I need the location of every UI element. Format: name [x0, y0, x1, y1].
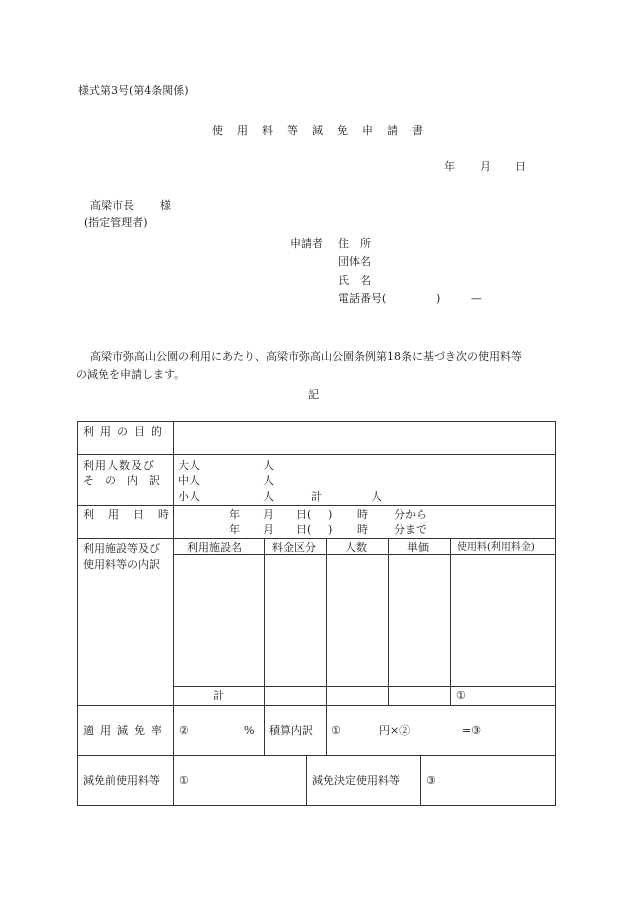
calc-yen: 円×②	[379, 724, 411, 737]
child-unit: 人	[263, 490, 274, 503]
from-paren-close: )	[328, 508, 333, 521]
date-year-label: 年	[444, 160, 455, 173]
from-year: 年	[229, 508, 240, 521]
purpose-label: 利用の目的	[83, 425, 168, 438]
applicant-phone-close: )	[436, 292, 441, 305]
body-line-1: 高梁市弥高山公園の利用にあたり、高梁市弥高山公園条例第18条に基づき次の使用料等	[90, 350, 522, 363]
form-number: 様式第3号(第4条関係)	[78, 84, 189, 97]
from-minute: 分から	[394, 508, 427, 521]
to-paren-close: )	[328, 523, 333, 536]
addressee-honorific: 様	[160, 199, 171, 212]
to-minute: 分まで	[394, 523, 427, 536]
applicant-name-label: 氏 名	[338, 274, 371, 287]
rate-mark: ②	[179, 724, 189, 737]
from-hour: 時	[357, 508, 368, 521]
before-label: 減免前使用料等	[83, 774, 160, 787]
from-month: 月	[263, 508, 274, 521]
adult-label: 大人	[178, 459, 200, 472]
to-month: 月	[263, 523, 274, 536]
calc-result: =③	[462, 724, 482, 737]
before-mark: ①	[179, 774, 189, 787]
middle-label: 中人	[178, 474, 200, 487]
facility-label-1: 利用施設等及び	[83, 542, 160, 555]
people-label-2: その内訳	[83, 474, 171, 487]
ki-label: 記	[308, 388, 319, 401]
applicant-label: 申請者	[290, 237, 323, 250]
addressee-alt: (指定管理者)	[84, 216, 148, 229]
to-hour: 時	[357, 523, 368, 536]
date-day-label: 日	[515, 160, 526, 173]
addressee-name: 高梁市長	[90, 199, 134, 212]
facility-label-2: 使用料等の内訳	[83, 558, 160, 571]
col-header-facility: 利用施設名	[187, 541, 242, 554]
applicant-phone-dash: —	[471, 292, 482, 305]
sum-label: 計	[213, 689, 224, 702]
decided-label: 減免決定使用料等	[312, 774, 400, 787]
middle-unit: 人	[263, 474, 274, 487]
datetime-label: 利用日時	[83, 508, 183, 521]
people-total-unit: 人	[371, 490, 382, 503]
col-header-fee: 使用料(利用料金)	[457, 542, 535, 553]
to-year: 年	[229, 523, 240, 536]
col-header-fee-class: 料金区分	[272, 541, 316, 554]
rate-unit: %	[244, 724, 255, 737]
from-day: 日(	[296, 508, 312, 521]
calc-label: 積算内訳	[269, 724, 313, 737]
body-line-2: の減免を申請します。	[76, 368, 186, 381]
calc-mark-1: ①	[331, 724, 341, 737]
adult-unit: 人	[263, 459, 274, 472]
applicant-address-label: 住 所	[338, 237, 371, 250]
rate-label: 適用減免率	[83, 724, 168, 737]
col-header-unit-price: 単価	[407, 541, 429, 554]
decided-mark: ③	[426, 774, 436, 787]
date-month-label: 月	[480, 160, 491, 173]
applicant-phone-label: 電話番号(	[338, 292, 387, 305]
page-title: 使用料等減免申請書	[212, 124, 437, 137]
applicant-group-label: 団体名	[338, 255, 371, 268]
col-header-count: 人数	[345, 541, 367, 554]
child-label: 小人	[178, 490, 200, 503]
sum-mark: ①	[456, 689, 466, 702]
people-label-1: 利用人数及び	[83, 459, 155, 472]
people-total-label: 計	[311, 490, 322, 503]
to-day: 日(	[296, 523, 312, 536]
